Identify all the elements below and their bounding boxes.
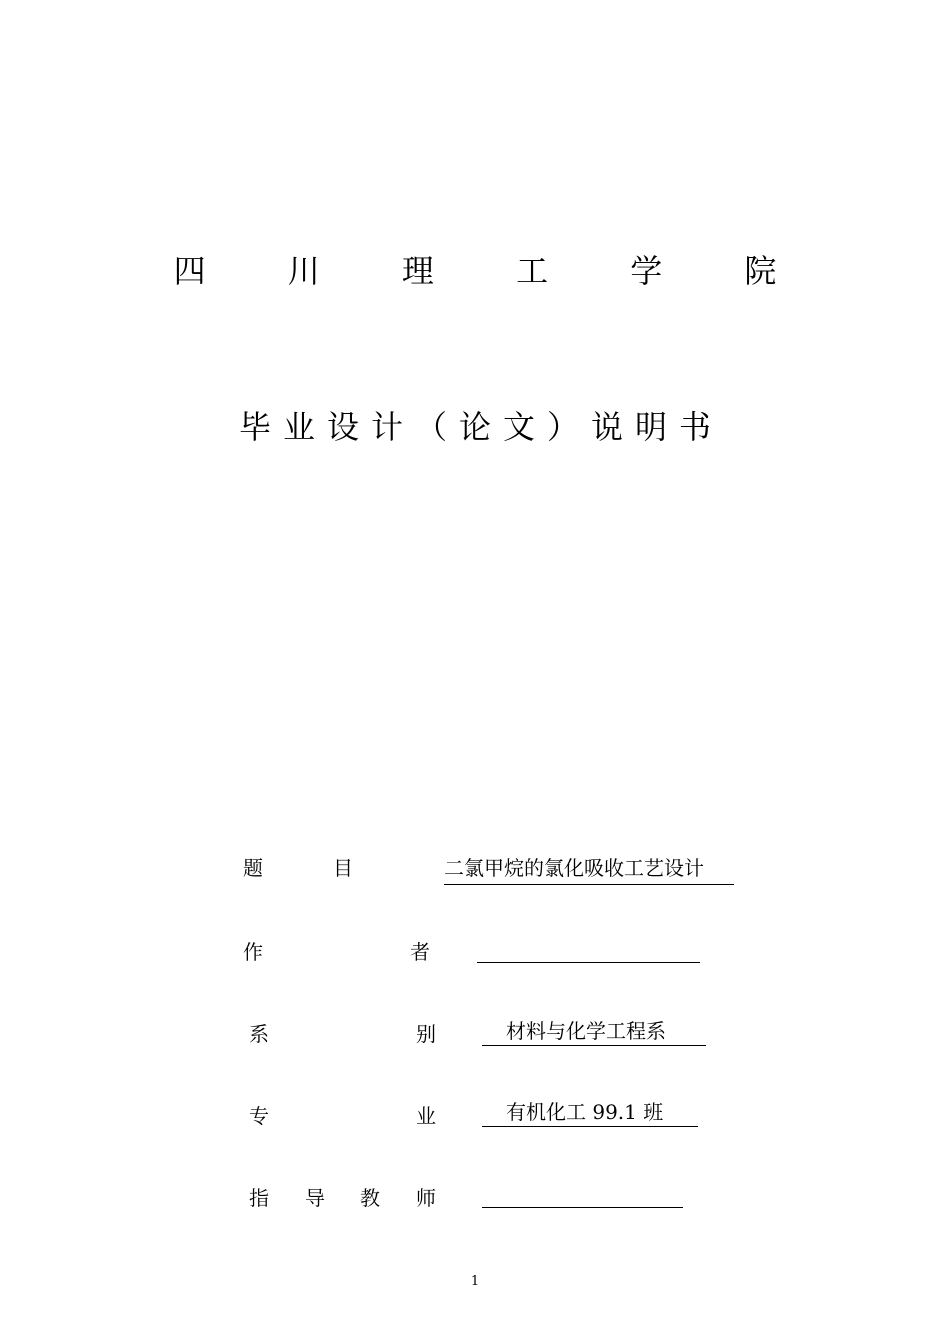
topic-value: 二氯甲烷的氯化吸收工艺设计 — [444, 856, 704, 880]
advisor-label-char-1: 指 — [249, 1186, 269, 1210]
author-label-char-1: 作 — [243, 940, 263, 964]
major-label-char-2: 业 — [416, 1104, 436, 1128]
topic-label-char-2: 目 — [333, 856, 353, 880]
advisor-label-char-2: 导 — [305, 1186, 325, 1210]
major-value: 有机化工 99.1 班 — [506, 1100, 664, 1124]
department-label-char-2: 别 — [416, 1022, 436, 1046]
author-label-char-2: 者 — [410, 940, 430, 964]
document-title: 毕业设计（论文）说明书 — [238, 408, 723, 446]
advisor-label-char-3: 教 — [360, 1186, 380, 1210]
major-label-char-1: 专 — [249, 1104, 269, 1128]
author-underline — [477, 934, 700, 963]
page-number: 1 — [470, 1274, 480, 1289]
topic-label-char-1: 题 — [243, 856, 263, 880]
advisor-label-char-4: 师 — [416, 1186, 436, 1210]
advisor-underline — [482, 1179, 683, 1208]
department-value: 材料与化学工程系 — [506, 1019, 666, 1043]
school-name: 四 川 理 工 学 院 — [173, 252, 813, 290]
department-label-char-1: 系 — [249, 1022, 269, 1046]
